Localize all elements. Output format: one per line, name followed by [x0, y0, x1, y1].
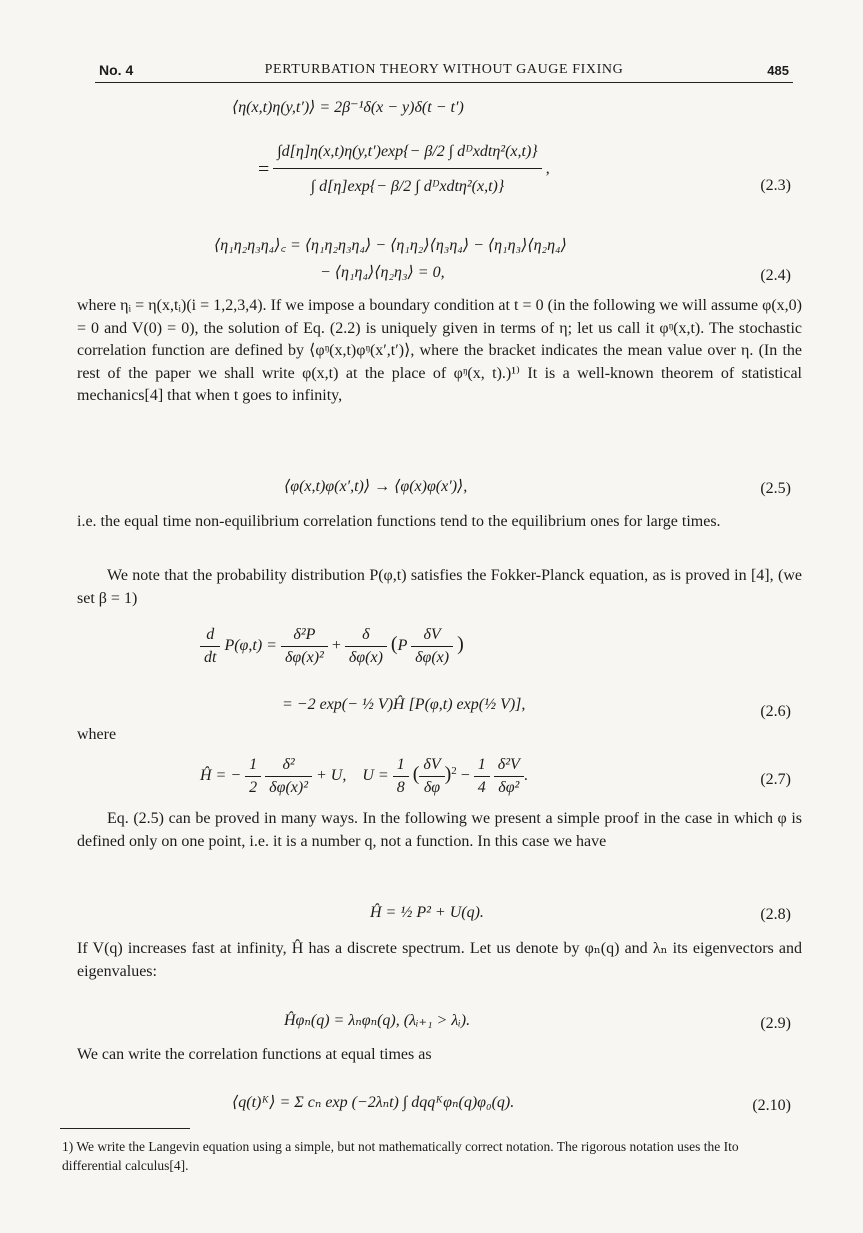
- paragraph-fokker-planck: We note that the probability distribution P(φ,t) satisfies the Fokker-Planck equation, as is proved in [4], (we set β = 1): [77, 567, 802, 607]
- eq-2-5: ⟨φ(x,t)φ(x′,t)⟩ → ⟨φ(x)φ(x′)⟩,: [284, 478, 468, 495]
- eq-2-9-label: (2.9): [760, 1015, 791, 1032]
- eq-2-10: ⟨q(t)ᴷ⟩ = Σ cₙ exp (−2λₙt) ∫ dqqᴷφₙ(q)φ₀(q).: [232, 1094, 515, 1111]
- eq-2-4-line2: − ⟨η₁η₄⟩⟨η₂η₃⟩ = 0,: [320, 264, 445, 281]
- eq-2-8-label: (2.8): [760, 906, 791, 923]
- eq-2-3-line1: ⟨η(x,t)η(y,t′)⟩ = 2β⁻¹δ(x − y)δ(t − t′): [232, 99, 464, 116]
- paragraph-proof: Eq. (2.5) can be proved in many ways. In the following we present a simple proof in the case in which φ is defined only on one point, i.e. it is a number q, not a function. In this case we have: [77, 810, 802, 850]
- eq-2-3-frac: [273, 142, 541, 197]
- paragraph-spectrum: If V(q) increases fast at infinity, Ĥ has a discrete spectrum. Let us denote by φₙ(q) and λₙ its eigenvectors and eigenvalues:: [77, 940, 802, 980]
- where-label: where: [77, 726, 117, 743]
- page-number: 485: [767, 63, 789, 78]
- issue-number: No. 4: [99, 62, 134, 78]
- paragraph-correlation: We can write the correlation functions at equal times as: [77, 1046, 432, 1063]
- eq-2-9: Ĥφₙ(q) = λₙφₙ(q), (λᵢ₊₁ > λᵢ).: [284, 1012, 471, 1029]
- eq-2-3-label: (2.3): [760, 177, 791, 194]
- eq-2-6-line1: $\frac{d}{dt}$ P(φ,t) = $\frac{\text{δ²P}}{\text{δφ(x)²}}$ + $\frac{\delta}{\delta\varphi(x)}$ (P $\frac{\delta V}{\delta\varphi(x)}$ ): [200, 625, 464, 668]
- eq-2-7: Ĥ = − $\frac{1}{2}$ $\frac{\text{δ²}}{\text{δφ(x)²}}$ + U, U = $\frac{1}{8}$ ( $\frac{\delta V}{\delta\varphi}$ )$^2$ − $\frac{1}{4}$ $\frac{\text{δ²V}}{\text{δφ²}}$ .: [200, 756, 528, 796]
- eq-2-8: Ĥ = ½ P² + U(q).: [370, 904, 484, 921]
- eq-2-10-label: (2.10): [752, 1097, 791, 1114]
- footnote: 1) We write the Langevin equation using a simple, but not mathematically correct notation. The rigorous notation uses the Ito differential calculus[4].: [62, 1139, 739, 1173]
- running-title: PERTURBATION THEORY WITHOUT GAUGE FIXING: [264, 62, 624, 77]
- eq-2-5-label: (2.5): [760, 480, 791, 497]
- eq-2-7-label: (2.7): [760, 771, 791, 788]
- paragraph-equal-time: i.e. the equal time non-equilibrium correlation functions tend to the equilibrium ones for large times.: [77, 513, 721, 530]
- footnote-divider: [60, 1128, 190, 1129]
- eq-2-3-denominator: ∫ d[η]exp{− β/2 ∫ dᴰxdtη²(x,t)}: [310, 178, 505, 195]
- eq-2-6-label: (2.6): [760, 703, 791, 720]
- eq-2-4-line1: ⟨η₁η₂η₃η₄⟩꜀ = ⟨η₁η₂η₃η₄⟩ − ⟨η₁η₂⟩⟨η₃η₄⟩ − ⟨η₁η₃⟩⟨η₂η₄⟩: [214, 237, 567, 254]
- eq-2-3-numerator: ∫d[η]η(x,t)η(y,t′)exp{− β/2 ∫ dᴰxdtη²(x,t)}: [273, 142, 541, 169]
- paragraph-boundary-condition: where ηᵢ = η(x,tᵢ)(i = 1,2,3,4). If we impose a boundary condition at t = 0 (in the following we will assume φ(x,0) = 0 and V(0) = 0), the solution of Eq. (2.2) is uniquely given in terms of η; let us call it φᵑ(x,t). The stochastic correlation function are defined by ⟨φᵑ(x,t)φᵑ(x′,t′)⟩, where the bracket indicates the mean value over η. (In the rest of the paper we shall write φ(x,t) at the place of φᵑ(x, t).)¹⁾ It is a well-known theorem of statistical mechanics[4] that when t goes to infinity,: [77, 297, 802, 404]
- eq-2-6-line2: = −2 exp(− ½ V)Ĥ [P(φ,t) exp(½ V)],: [282, 696, 526, 713]
- eq-2-4-label: (2.4): [760, 267, 791, 284]
- running-header: [95, 60, 793, 83]
- eq-2-3-fraction: = $\frac{\text{∫d[η]η(x,t)η(y,t′)exp\{− β/2 ∫ dᴰxdtη²(x,t)\}}}{\text{∫ d[η]exp\{− β/2 ∫ dᴰxdtη²(x,t)\}}}$ ,: [258, 143, 550, 195]
